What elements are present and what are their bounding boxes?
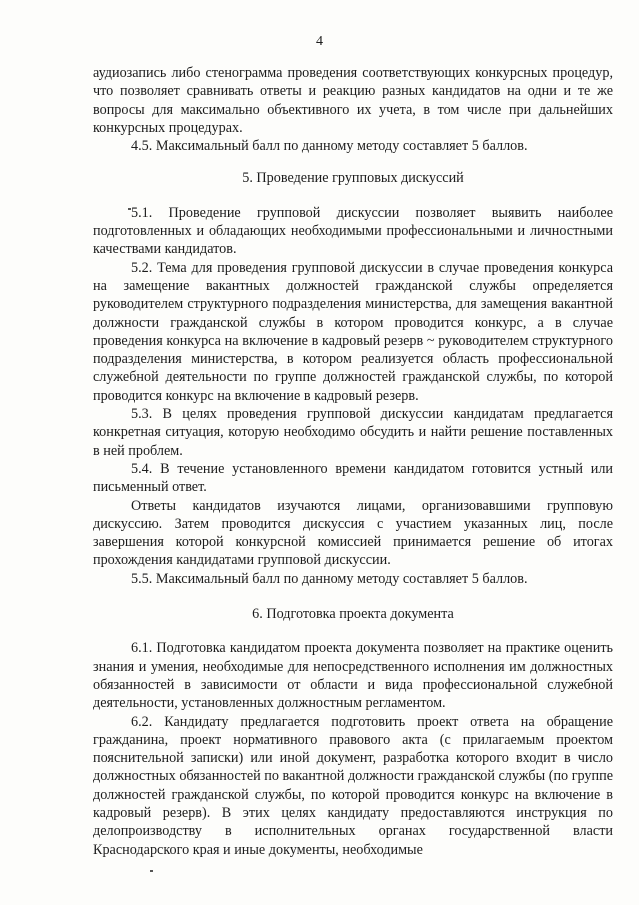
paragraph-6-2: 6.2. Кандидату предлагается подготовить проект ответа на обращение гражданина, проект нормативного правового акта (с прилагаемым проектом пояснительной записки) или иной документ, разработка которого входит в число должностных обязанностей по вакантной должности гражданской службы (по группе должностей гражданской службы, по которой проводится конкурс на включение в кадровый резерв). В этих целях кандидату предоставляются инструкция по делопроизводству в исполнительных органах государственной власти Краснодарского края и иные документы, необходимые <box>93 713 613 858</box>
paragraph-5-2: 5.2. Тема для проведения групповой дискуссии в случае проведения конкурса на замещение вакантных должностей гражданской службы определяется руководителем структурного подразделения министерства, для замещения вакантной должности гражданской службы в котором проводится конкурс, а в случае проведения конкурса на включение в кадровый резерв ~ руководителем структурного подразделения министерства, в котором реализуется область профессиональной служебной деятельности по группе должностей гражданской службы, по которой проводится конкурс на включение в кадровый резерв. <box>93 259 613 404</box>
page-number: 4 <box>316 34 323 49</box>
paragraph-5-1: 5.1. Проведение групповой дискуссии позволяет выявить наиболее подготовленных и обладающих необходимыми профессиональными и личностными качествами кандидатов. <box>93 204 613 258</box>
section-6-heading: 6. Подготовка проекта документа <box>252 606 454 623</box>
scan-speck <box>150 870 153 872</box>
paragraph-5-5: 5.5. Максимальный балл по данному методу составляет 5 баллов. <box>131 570 528 587</box>
document-body <box>93 64 613 859</box>
paragraph-continuation: аудиозапись либо стенограмма проведения соответствующих конкурсных процедур, что позволяет сравнивать ответы и реакцию разных кандидатов на одни и те же вопросы для максимально объективного их учета, в том числе при дальнейших конкурсных процедурах. <box>93 65 613 136</box>
section-5-heading: 5. Проведение групповых дискуссий <box>242 170 464 187</box>
paragraph-5-4: 5.4. В течение установленного времени кандидатом готовится устный или письменный ответ. <box>93 460 613 496</box>
paragraph-5-4-answers: Ответы кандидатов изучаются лицами, организовавшими групповую дискуссию. Затем проводится дискуссия с участием указанных лиц, после завершения которой конкурсной комиссией принимается решение об итогах прохождения кандидатами групповой дискуссии. <box>93 497 613 569</box>
paragraph-6-1: 6.1. Подготовка кандидатом проекта документа позволяет на практике оценить знания и умения, необходимые для непосредственного исполнения им должностных обязанностей в зависимости от области и вида профессиональной служебной деятельности, установленных должностным регламентом. <box>93 640 613 712</box>
paragraph-5-3: 5.3. В целях проведения групповой дискуссии кандидатам предлагается конкретная ситуация, которую необходимо обсудить и найти решение поставленных в ней проблем. <box>93 406 613 459</box>
paragraph-4-5: 4.5. Максимальный балл по данному методу составляет 5 баллов. <box>131 138 528 155</box>
